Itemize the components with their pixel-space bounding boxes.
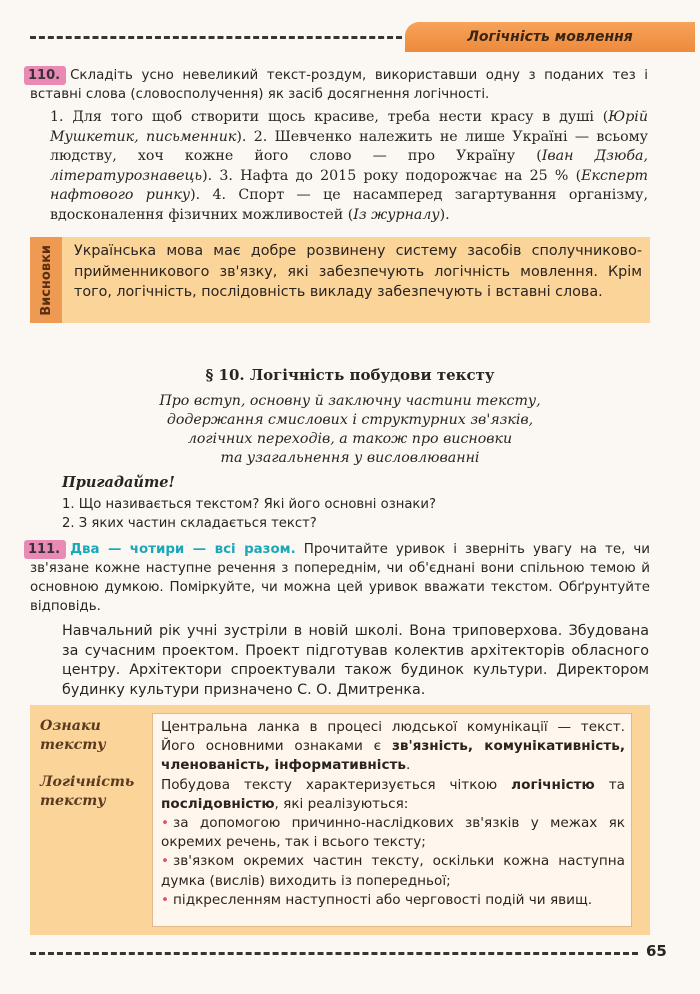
table-content (152, 713, 632, 927)
exercise-111-mode: Два — чотири — всі разом. (70, 542, 296, 557)
conclusions-box (30, 237, 650, 323)
conclusions-side (30, 237, 62, 323)
exercise-110-number: 110. (24, 66, 66, 85)
table-row-features: Центральна ланка в процесі людської комунікації — текст. Його основними ознаками є зв'язність, комунікативність, членованість, інформативність. (161, 719, 625, 774)
exercise-111-text: Навчальний рік учні зустріли в новій школі. Вона триповерхова. Збудована за сучасним проектом. Проект підготував колектив архітекторів обласного центру. Архітектори спроектували також будинок культури. Директором будинку культури призначено С. О. Дмитренка. (62, 623, 649, 698)
label-text-features: Ознаки тексту (40, 718, 106, 753)
table-row-logic: Побудова тексту характеризується чіткою логічністю та послідовністю, які реалізуються: (161, 776, 625, 812)
exercise-110-theses: 1. Для того щоб створити щось красиве, треба нести красу в душі (Юрій Мушкетик, письменник). 2. Шевченко належить не лише Україні — всьому людству, хоч кожне його слово — про Україну (Іван Дзюба, літературознавець). 3. Нафта до 2015 року подорожчає на 25 % (Експерт нафтового ринку). 4. Спорт — це насамперед загартування організму, вдосконалення фізичних можливостей (Із журналу). (50, 109, 648, 223)
header-title: Логічність мовлення (467, 29, 633, 45)
footer-rule (30, 952, 638, 955)
section-epigraph: Про вступ, основну й заключну частини тексту, додержання смислових і структурних зв'язків, логічних переходів, а також про висновки та узагальнення у висловлюванні (159, 393, 541, 466)
remember-question-2: 2. З яких частин складається текст? (62, 516, 317, 531)
remember-question-1: 1. Що називається текстом? Які його основні ознаки? (62, 497, 436, 512)
page-number: 65 (646, 942, 667, 960)
label-text-logic: Логічність тексту (40, 774, 135, 809)
exercise-111-number: 111. (24, 540, 66, 559)
header-tab (405, 22, 695, 52)
header-rule (30, 36, 402, 39)
bullet-icon: • (161, 815, 170, 832)
section-title: § 10. Логічність побудови тексту (205, 366, 495, 384)
bullet-icon: • (161, 853, 170, 870)
conclusions-label: Висновки (38, 244, 54, 316)
table-labels (30, 705, 152, 935)
exercise-110-instruction: 110. Складіть усно невеликий текст-роздум, використавши одну з поданих тез і вставні слова (словосполучення) як засіб досягнення логічності. (30, 66, 648, 104)
exercise-111-instruction: 111. Два — чотири — всі разом. Прочитайте уривок і зверніть увагу на те, чи зв'язане кожне наступне речення з попереднім, чи об'єднані вони спільною темою й основною думкою. Поміркуйте, чи можна цей уривок вважати текстом. Обґрунтуйте відповідь. (30, 540, 650, 616)
list-item: • підкресленням наступності або черговості подій чи явищ. (161, 891, 593, 908)
text-features-table (30, 705, 650, 935)
remember-title: Пригадайте! (62, 474, 175, 491)
conclusions-text: Українська мова має добре розвинену систему засобів сполучниково-прийменникового зв'язку, які забезпечують логічність мовлення. Крім того, логічність, послідовність викладу забезпечують і вставні слова. (74, 243, 642, 300)
bullet-icon: • (161, 891, 170, 908)
list-item: • зв'язком окремих частин тексту, оскільки кожна наступна думка (вислів) виходить із попередньої; (161, 853, 625, 889)
list-item: • за допомогою причинно-наслідкових зв'язків у межах як окремих речень, так і всього тексту; (161, 815, 625, 851)
